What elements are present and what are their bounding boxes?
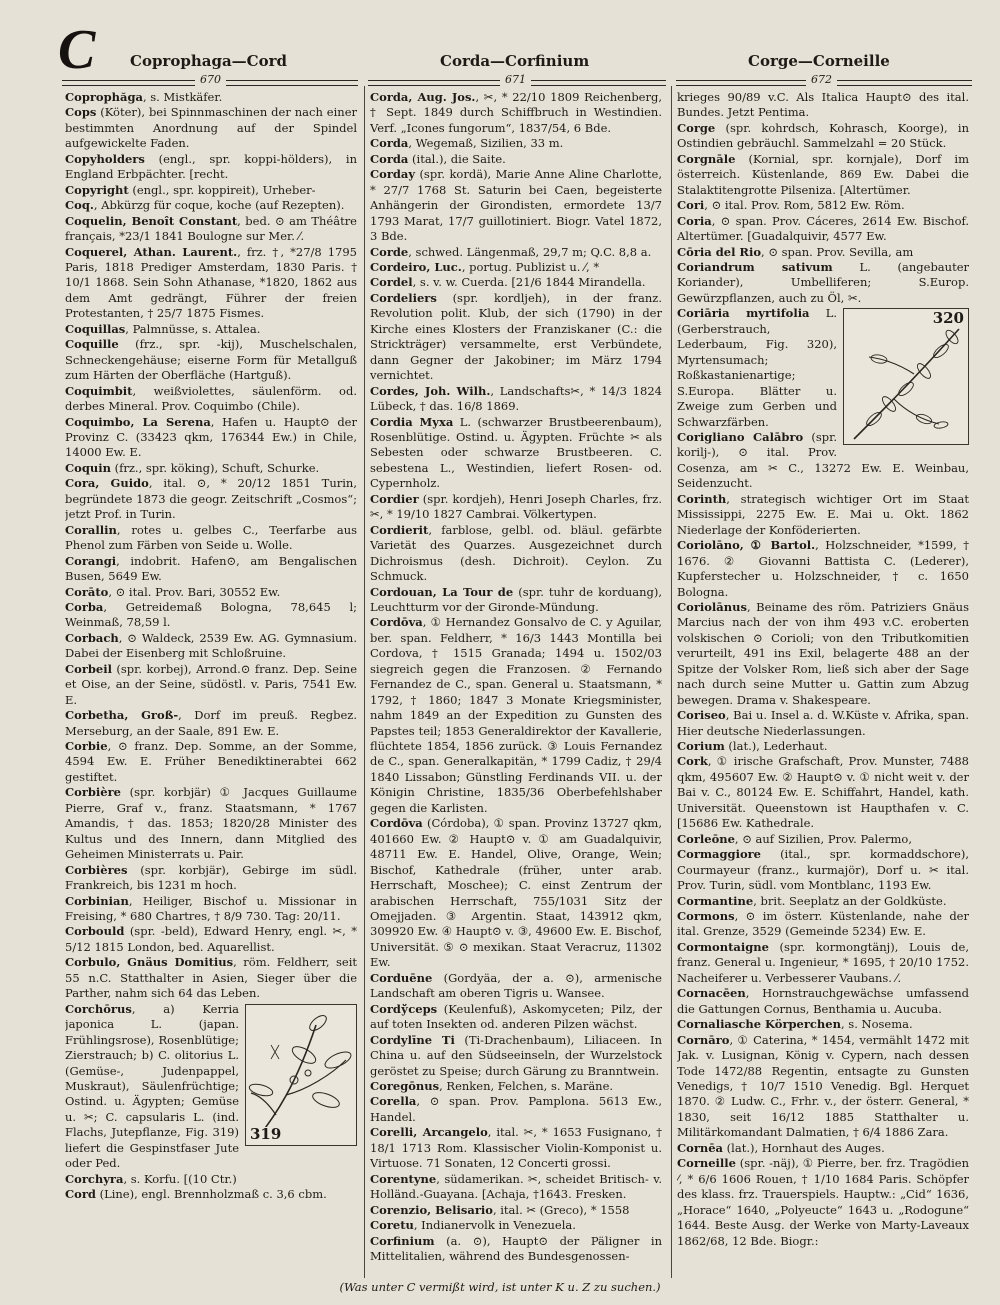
section-letter: C	[58, 19, 96, 81]
entry-text: krieges 90/89 v.C. Als Italica Haupt⊙ des ital. Bundes. Jetzt Pentima.	[677, 90, 969, 120]
entry-headword: Coquimbo, La Serena	[65, 414, 211, 429]
dictionary-entry	[65, 585, 357, 600]
entry-headword: Cops	[65, 105, 97, 120]
entry-headword: Cormons	[677, 909, 735, 924]
entry-text: (Córdoba), ① span. Provinz 13727 qkm, 401660 Ew. ② Haupt⊙ v. ① am Guadalquivir, 48711 Ew. E. Handel, Olive, Orange, Wein; Bischof, Kathedrale (früher, unter arab. Herrschaft, Moschee); C. einst Zentrum der arabischen Herrschaft, 755/1031 Sitz der Omejjaden. ③ Argentin. Staat, 143912 qkm, 309920 Ew. ④ Haupt⊙ v. ③, 49600 Ew. E. Bischof, Universität. ⑤ ⊙ mexikan. Staat Veracruz, 11302 Ew.	[370, 816, 662, 970]
dictionary-entry	[370, 1079, 662, 1094]
dictionary-entry	[370, 245, 662, 260]
entry-text: , s. Mistkäfer.	[142, 90, 223, 104]
column-3	[677, 90, 969, 1280]
entry-headword: Cordia Myxa	[370, 414, 454, 429]
entry-text: (frz., spr. -kij), Muschelschalen, Schneckengehäuse; eiserne Form für Metallguß zum Härten der Oberfläche (Hartguß).	[65, 337, 357, 383]
entry-headword: Coriolāno, ① Bartol.	[677, 538, 816, 553]
entry-text: (spr. korbej), Arrond.⊙ franz. Dep. Seine et Oise, an der Seine, südöstl. v. Paris, 7541 Ew. E.	[65, 661, 357, 707]
entry-headword: Corleōne	[677, 831, 735, 846]
entry-text: (spr. -beld), Edward Henry, engl. ✂, * 5/12 1815 London, bed. Aquarellist.	[65, 924, 357, 954]
dictionary-entry	[370, 90, 662, 136]
entry-headword: Cormantine	[677, 893, 754, 908]
page-number-1: 670	[195, 73, 226, 86]
entry-text: , s. v. w. Cuerda. [21/6 1844 Mirandella.	[412, 275, 646, 290]
entry-text: (ital., spr. kormaddschore), Courmayeur (franz., kurmajör), Dorf u. ✂ ital. Prov. Turin, südl. vom Montblanc, 1193 Ew.	[677, 847, 969, 893]
column-2	[370, 90, 662, 1280]
entry-text: L. (schwarzer Brustbeerenbaum), Rosenblütige. Ostind. u. Ägypten. Früchte ✂ als Sebesten oder schwarze Brustbeeren. C. sebestena L., Westindien, liefert Rosen- od. Cypernholz.	[370, 414, 662, 491]
entry-text: (spr. kordjeh), Henri Joseph Charles, frz. ✂, * 19/10 1827 Cambrai. Völkertypen.	[370, 491, 662, 522]
entry-headword: Coquille	[65, 337, 119, 352]
dictionary-entry	[65, 384, 357, 415]
entry-text: , ✂, * 22/10 1809 Reichenberg, † Sept. 1849 durch Schiffbruch in Westindien. Verf. „Icones fungorum“, 1837/54, 6 Bde.	[370, 90, 662, 135]
entry-text: , ⊙ Waldeck, 2539 Ew. AG. Gymnasium. Dabei der Eisenberg mit Schloßruine.	[65, 630, 357, 661]
entry-text: (Ti-Drachenbaum), Liliaceen. In China u. auf den Südseeinseln, der Wurzelstock geröstet zu Speise; durch Gärung zu Branntwein.	[370, 1032, 662, 1078]
entry-headword: Corba	[65, 599, 104, 614]
entry-headword: Corbières	[65, 862, 128, 877]
entry-headword: Cornāro	[677, 1032, 730, 1047]
dictionary-entry	[677, 986, 969, 1017]
dictionary-entry	[370, 136, 662, 151]
dictionary-entry	[677, 198, 969, 213]
entry-headword: Cordier	[370, 491, 419, 506]
entry-headword: Coq.	[65, 198, 94, 213]
entry-text: (spr. kordä), Marie Anne Aline Charlotte, * 27/7 1768 St. Saturin bei Caen, begeisterte Anhängerin der Girondisten, ermordete 13/7 1793 Marat, 17/7 guillotiniert. Biogr. Vatel 1872, 3 Bde.	[370, 167, 662, 244]
dictionary-entry	[370, 1234, 662, 1265]
dictionary-entry	[65, 708, 357, 739]
entry-headword: Cordōva	[370, 615, 423, 630]
entry-text: , Landschafts✂, * 14/3 1824 Lübeck, † das. 16/8 1869.	[370, 383, 662, 414]
entry-headword: Cora, Guido	[65, 476, 149, 491]
entry-headword: Coretu	[370, 1218, 414, 1233]
entry-text: (engl., spr. koppireit), Urheber-	[128, 182, 316, 197]
dictionary-entry	[370, 275, 662, 290]
entry-headword: Copyholders	[65, 151, 145, 166]
entry-text: , brit. Seeplatz an der Goldküste.	[753, 893, 947, 908]
dictionary-entry	[65, 554, 357, 585]
entry-text: (frz., spr. köking), Schuft, Schurke.	[110, 460, 320, 475]
dictionary-entry	[677, 90, 969, 121]
entry-headword: Corfinium	[370, 1233, 435, 1248]
dictionary-entry	[677, 1156, 969, 1249]
figure-319-corchorus	[245, 1004, 357, 1146]
entry-text: , indobrit. Hafen⊙, am Bengalischen Busen, 5649 Ew.	[65, 553, 357, 584]
entry-headword: Corduēne	[370, 970, 433, 985]
dictionary-entry	[677, 492, 969, 538]
dictionary-entry	[677, 1141, 969, 1156]
entry-text: , ① irische Grafschaft, Prov. Munster, 7488 qkm, 495607 Ew. ② Haupt⊙ v. ① nicht weit v. der Bai v. C., 80124 Ew. E. Schiffahrt, Handel, kath. Universität. Queenstown ist Haupthafen v. C. [15686 Ew. Kathedrale.	[677, 754, 969, 831]
entry-headword: Coriandrum sativum	[677, 259, 833, 274]
dictionary-entry	[65, 523, 357, 554]
entry-text: , ⊙ franz. Dep. Somme, an der Somme, 4594 Ew. E. Früher Benediktinerabtei 662 gestiftet.	[65, 739, 357, 784]
dictionary-entry	[677, 1017, 969, 1032]
entry-headword: Corda, Aug. Jos.	[370, 90, 476, 104]
entry-text: , Heiliger, Bischof u. Missionar in Freising, * 680 Chartres, † 8/9 730. Tag: 20/11.	[65, 893, 357, 924]
page-number-2: 671	[500, 73, 531, 86]
entry-text: , portug. Publizist u. ⁄, *	[461, 259, 600, 274]
dictionary-entry	[370, 1172, 662, 1203]
dictionary-entry	[65, 198, 357, 213]
entry-headword: Corneille	[677, 1156, 736, 1171]
dictionary-entry	[677, 260, 969, 306]
entry-text: , a) Kerria japonica L. (japan. Frühlingsrose), Rosenblütige; Zierstrauch; b) C. olitorius L. (Gemüse-, Judenpappel, Muskraut), Säulenfrüchtige; Ostind. u. Ägypten; Gemüse u. ✂; C. capsularis L. (ind. Flachs, Jutepflanze, Fig. 319) liefert die Gespinstfaser Jute oder Ped.	[65, 1001, 239, 1171]
dictionary-entry	[370, 415, 662, 492]
entry-text: , frz. †, *27/8 1795 Paris, 1818 Prediger Amsterdam, 1830 Paris. † 10/1 1868. Sein Sohn Athanase, *1820, 1862 aus dem Amt gedrängt, Führer der freien Protestanten, † 25/7 1875 Fismes.	[65, 244, 357, 321]
entry-text: (spr. korbjär) ① Jacques Guillaume Pierre, Graf v., franz. Staatsmann, * 1767 Amandis, † das. 1853; 1820/28 Minister des Kultus und des Innern, dann Mitglied des Geheimen Ministerrats u. Pair.	[65, 785, 357, 862]
entry-text: (spr. korbjär), Gebirge im südl. Frankreich, bis 1231 m hoch.	[65, 862, 357, 893]
dictionary-entry	[677, 1033, 969, 1141]
entry-headword: Corgnāle	[677, 151, 736, 166]
dictionary-entry	[65, 1172, 357, 1187]
entry-headword: Cornaliasche Körperchen	[677, 1017, 841, 1032]
entry-text: (lat.), Hornhaut des Auges.	[723, 1140, 885, 1155]
dictionary-entry	[677, 121, 969, 152]
entry-headword: Corday	[370, 167, 416, 182]
dictionary-entry	[65, 739, 357, 785]
column-header-1: Coprophaga—Cord	[130, 52, 287, 70]
dictionary-entry	[677, 739, 969, 754]
dictionary-entry	[370, 523, 662, 585]
entry-headword: Cordeliers	[370, 290, 437, 305]
entry-headword: Cordouan, La Tour de	[370, 584, 514, 599]
figure-319-number: 319	[250, 1125, 282, 1144]
entry-headword: Corallin	[65, 522, 117, 537]
entry-headword: Corbetha, Groß-	[65, 708, 179, 723]
entry-text: (ital.), die Saite.	[408, 151, 506, 166]
dictionary-entry	[677, 214, 969, 245]
entry-headword: Coquerel, Athan. Laurent.	[65, 244, 238, 259]
column-header-2: Corda—Corfinium	[440, 52, 590, 70]
entry-headword: Corium	[677, 739, 725, 754]
entry-headword: Cormontaigne	[677, 939, 769, 954]
figure-320-number: 320	[932, 309, 964, 328]
entry-text: (a. ⊙), Haupt⊙ der Päligner in Mittelitalien, während des Bundesgenossen-	[370, 1233, 662, 1263]
entry-headword: Coria	[677, 213, 712, 228]
dictionary-entry	[370, 260, 662, 275]
dictionary-entry	[370, 1125, 662, 1171]
entry-text: , ⊙ span. Prov. Sevilla, am	[761, 244, 914, 259]
entry-text: , Holzschneider, *1599, † 1676. ② Giovanni Battista C. (Lederer), Kupferstecher u. Holzschneider, † c. 1650 Bologna.	[677, 538, 969, 599]
entry-headword: Corinth	[677, 491, 727, 506]
dictionary-entry	[677, 538, 969, 600]
figure-320-coriaria	[843, 308, 969, 445]
entry-text: , rotes u. gelbes C., Teerfarbe aus Phenol zum Färben von Seide u. Wolle.	[65, 522, 357, 553]
column-divider-2	[671, 86, 672, 1278]
entry-text: , Wegemaß, Sizilien, 33 m.	[408, 136, 564, 151]
dictionary-entry	[370, 384, 662, 415]
dictionary-entry	[677, 940, 969, 986]
dictionary-entry	[65, 461, 357, 476]
entry-text: (spr. tuhr de korduang), Leuchtturm vor der Gironde-Mündung.	[370, 584, 662, 614]
dictionary-entry	[370, 492, 662, 523]
page-footer-note: (Was unter C vermißt wird, ist unter K u. Z zu suchen.)	[339, 1280, 661, 1294]
entry-text: , ⊙ span. Prov. Cáceres, 2614 Ew. Bischof. Altertümer. [Guadalquivir, 4577 Ew.	[677, 213, 969, 244]
entry-text: , ⊙ ital. Prov. Rom, 5812 Ew. Röm.	[704, 198, 905, 213]
corchorus-plant-illustration	[246, 1005, 356, 1145]
entry-headword: Cordylīne Ti	[370, 1032, 455, 1047]
dictionary-entry	[65, 924, 357, 955]
dictionary-entry	[65, 337, 357, 383]
entry-headword: Cornacēen	[677, 986, 746, 1001]
entry-text: (spr. kormongtänj), Louis de, franz. General u. Ingenieur, * 1695, † 20/10 1752. Nacheiferer u. Verbesserer Vaubans. ⁄.	[677, 939, 969, 985]
entry-headword: Cornēa	[677, 1140, 724, 1155]
dictionary-entry	[370, 1002, 662, 1033]
dictionary-entry	[370, 167, 662, 244]
dictionary-entry	[65, 894, 357, 925]
entry-headword: Corāto	[65, 584, 109, 599]
entry-headword: Corchōrus	[65, 1001, 132, 1016]
dictionary-entry	[65, 152, 357, 183]
dictionary-entry	[370, 1203, 662, 1218]
entry-text: (Gordyäa, der a. ⊙), armenische Landschaft am oberen Tigris u. Wansee.	[370, 970, 662, 1001]
coriaria-branch-illustration	[844, 309, 968, 444]
dictionary-entry	[677, 909, 969, 940]
dictionary-entry	[370, 1218, 662, 1233]
entry-text: L. (angebauter Koriander), Umbelliferen; S.Europ. Gewürzpflanzen, auch zu Öl, ✂.	[677, 259, 969, 305]
entry-text: , Renken, Felchen, s. Maräne.	[439, 1079, 614, 1093]
dictionary-entry	[65, 476, 357, 522]
entry-headword: Cordўceps	[370, 1001, 438, 1016]
dictionary-entry	[65, 322, 357, 337]
dictionary-entry	[65, 183, 357, 198]
entry-headword: Copyright	[65, 182, 129, 197]
entry-headword: Cordōva	[370, 816, 423, 831]
entry-headword: Corelli, Arcangelo	[370, 1125, 488, 1140]
dictionary-entry	[677, 754, 969, 831]
dictionary-entry	[370, 816, 662, 971]
entry-text: , Hafen u. Haupt⊙ der Provinz C. (33423 qkm, 176344 Ew.) in Chile, 14000 Ew. E.	[65, 414, 357, 460]
dictionary-entry	[370, 585, 662, 616]
entry-text: , ⊙ ital. Prov. Bari, 30552 Ew.	[108, 584, 281, 599]
entry-text: , ⊙ auf Sizilien, Prov. Palermo,	[734, 831, 913, 846]
dictionary-entry	[65, 1002, 357, 1172]
entry-headword: Cordeiro, Luc.	[370, 259, 462, 274]
dictionary-entry	[677, 306, 969, 430]
dictionary-entry	[65, 785, 357, 862]
dictionary-entry	[65, 245, 357, 322]
entry-text: , ⊙ im österr. Küstenlande, nahe der ital. Grenze, 3529 (Gemeinde 5234) Ew. E.	[677, 909, 969, 939]
entry-headword: Cordel	[370, 275, 413, 290]
entry-headword: Coriseo	[677, 708, 726, 723]
entry-text: , Beiname des röm. Patriziers Gnäus Marcius nach der von ihm 493 v.C. eroberten volskischen ⊙ Corioli; von den Tributkomitien verurteilt, 491 ins Exil, belagerte 488 an der Spitze der Volsker Rom, ließ sich aber der Sage nach durch seine Mutter u. Gattin zum Abzug bewegen. Drama v. Shakespeare.	[677, 599, 969, 707]
dictionary-entry	[677, 832, 969, 847]
entry-text: , ital. ✂, * 1653 Fusignano, † 18/1 1713 Rom. Klassischer Violin-Komponist u. Virtuose. 71 Sonaten, 12 Concerti grossi.	[370, 1125, 662, 1171]
entry-headword: Corbière	[65, 785, 121, 800]
entry-headword: Coquillas	[65, 321, 126, 336]
entry-text: , Abkürzg für coque, koche (auf Rezepten).	[93, 198, 345, 213]
entry-headword: Coquin	[65, 460, 111, 475]
entry-text: , Bai u. Insel a. d. W.Küste v. Afrika, span. Hier deutsche Niederlassungen.	[677, 708, 969, 738]
entry-text: , ① Hernandez Gonsalvo de C. y Aguilar, ber. span. Feldherr, * 16/3 1443 Montilla bei Cordova, † 1515 Granada; 1494 u. 1502/03 siegreich gegen die Franzosen. ② Fernando Fernandez de C., span. General u. Staatsmann, * 1792, † 1860; 1847 3 Monate Kriegsminister, nahm 1849 an der Expedition zu Gunsten des Papstes teil; 1853 Generaldirektor der Kavallerie, flüchtete 1854, 1856 zurück. ③ Louis Fernandez de C., span. Generalkapitän, * 1799 Cadiz, † 29/4 1840 Lissabon; Günstling Ferdinands VII. u. der Königin Christine, 1835/36 Oberbefehlshaber gegen die Karlisten.	[370, 615, 662, 815]
entry-text: (Line), engl. Brennholzmaß c. 3,6 cbm.	[95, 1187, 327, 1202]
entry-headword: Corangi	[65, 553, 117, 568]
entry-text: , Hornstrauchgewächse umfassend die Gattungen Cornus, Benthamia u. Aucuba.	[677, 986, 969, 1016]
entry-text: , ital. ⊙, * 20/12 1851 Turin, begründete 1873 die geogr. Zeitschrift „Cosmos“; jetzt Prof. in Turin.	[65, 476, 357, 522]
dictionary-entry	[65, 1187, 357, 1202]
entry-text: (Kornial, spr. kornjale), Dorf im österreich. Küstenlande, 869 Ew. Dabei die Stalaktitengrotte Pilsenizа. [Altertümer.	[677, 151, 969, 197]
dictionary-entry	[370, 1033, 662, 1079]
entry-headword: Corbie	[65, 739, 108, 754]
entry-headword: Cōria del Rio	[677, 244, 762, 259]
entry-text: (Keulenfuß), Askomyceten; Pilz, der auf toten Insekten od. anderen Pilzen wächst.	[370, 1001, 662, 1032]
entry-text: (spr. korilj-), ⊙ ital. Prov. Cosenza, am ✂ C., 13272 Ew. E. Weinbau, Seidenzucht.	[677, 429, 969, 491]
entry-text: , ⊙ span. Prov. Pamplona. 5613 Ew., Handel.	[370, 1094, 662, 1124]
dictionary-entry	[677, 600, 969, 708]
entry-text: , strategisch wichtiger Ort im Staat Mississippi, 2275 Ew. E. Mai u. Okt. 1862 Niederlage der Konföderierten.	[677, 491, 969, 537]
entry-headword: Coregōnus	[370, 1079, 440, 1093]
entry-headword: Corbinian	[65, 893, 129, 908]
dictionary-entry	[677, 847, 969, 893]
dictionary-entry	[65, 955, 357, 1001]
entry-text: , Indianervolk in Venezuela.	[413, 1218, 576, 1233]
entry-text: , ital. ✂ (Greco), * 1558	[492, 1202, 630, 1217]
entry-text: , Getreidemaß Bologna, 78,645 l; Weinmaß, 78,59 l.	[65, 599, 357, 630]
entry-text: (spr. -näj), ① Pierre, ber. frz. Tragödien ⁄, * 6/6 1606 Rouen, † 1/10 1684 Paris. Schöpfer des klass. frz. Trauerspiels. Hauptw.: „Cid“ 1636, „Horace“ 1640, „Polyeucte“ 1643 u. „Rodogune“ 1644. Beste Ausg. der Werke von Marty-Laveaux 1862/68, 12 Bde. Biogr.:	[677, 1156, 969, 1248]
entry-text: , ① Caterina, * 1454, vermählt 1472 mit Jak. v. Lusignan, König v. Cypern, nach dessen Tode 1472/88 Regentin, entsagte zu Gunsten Venedigs, † 10/7 1510 Venedig. Bgl. Herquet 1870. ② Ludw. C., Frhr. v., der österr. General, * 1830, seit 16/12 1885 Statthalter u. Militärkomandant Dalmatien, † 6/4 1886 Zara.	[677, 1032, 969, 1140]
entry-headword: Cork	[677, 754, 708, 769]
dictionary-entry	[370, 1094, 662, 1125]
dictionary-entry	[65, 415, 357, 461]
entry-headword: Corda	[370, 136, 409, 151]
entry-text: , südamerikan. ✂, scheidet Britisch- v. Holländ.-Guayana. [Achaja, †1643. Fresken.	[370, 1171, 662, 1202]
entry-headword: Cordes, Joh. Wilh.	[370, 383, 491, 398]
entry-headword: Coquelin, Benoît Constant	[65, 213, 238, 228]
entry-text: , Palmnüsse, s. Attalea.	[125, 321, 261, 336]
entry-text: , s. Korfu. [(10 Ctr.)	[123, 1171, 237, 1186]
entry-text: (spr. kordljeh), in der franz. Revolution polit. Klub, der sich (1790) in der Kirche eines Klosters der Franziskaner (C.: die Strickträger) versammelte, erst Verbündete, dann Gegner der Jakobiner; im März 1794 vernichtet.	[370, 290, 662, 383]
entry-headword: Corbach	[65, 630, 119, 645]
entry-text: , farblose, gelbl. od. bläul. gefärbte Varietät des Quarzes. Ausgezeichnet durch Dichroismus (desh. Dichroit). Ceylon. Zu Schmuck.	[370, 522, 662, 584]
dictionary-entry	[370, 152, 662, 167]
entry-headword: Cori	[677, 198, 705, 213]
dictionary-entry	[677, 245, 969, 260]
entry-text: , Dorf im preuß. Regbez. Merseburg, an der Saale, 891 Ew. E.	[65, 708, 357, 738]
entry-headword: Coprophăga	[65, 90, 143, 104]
page-number-3: 672	[806, 73, 837, 86]
entry-text: , röm. Feldherr, seit 55 n.C. Statthalter in Asien, Sieger über die Parther, nahm sich 64 das Leben.	[65, 955, 357, 1001]
entry-headword: Corchyra	[65, 1171, 124, 1186]
dictionary-entry	[65, 631, 357, 662]
entry-headword: Cord	[65, 1187, 96, 1202]
entry-headword: Corigliano Calābro	[677, 429, 804, 444]
dictionary-entry	[65, 214, 357, 245]
entry-text: (Köter), bei Spinnmaschinen der nach einer bestimmten Anordnung auf der Spindel aufgewickelte Faden.	[65, 105, 357, 151]
dictionary-entry	[370, 971, 662, 1002]
entry-headword: Corde	[370, 244, 409, 259]
entry-text: , bed. ⊙ am Théâtre français, *23/1 1841 Boulogne sur Mer. ⁄.	[65, 213, 357, 244]
dictionary-entry	[370, 291, 662, 384]
entry-headword: Coquimbit	[65, 383, 133, 398]
entry-text: (engl., spr. koppi-hölders), in England Erbpächter. [recht.	[65, 151, 357, 182]
column-1	[65, 90, 357, 1280]
entry-text: (spr. kohrdsch, Kohrasch, Koorge), in Ostindien gebräuchl. Sammelzahl = 20 Stück.	[677, 120, 969, 151]
entry-text: (lat.), Lederhaut.	[724, 739, 828, 754]
dictionary-entry	[677, 708, 969, 739]
column-header-3: Corge—Corneille	[748, 52, 890, 70]
entry-headword: Corenzio, Belisario	[370, 1202, 493, 1217]
dictionary-entry	[65, 600, 357, 631]
entry-headword: Corbulo, Gnäus Domitius	[65, 955, 234, 970]
entry-text: , weißviolettes, säulenförm. od. derbes Mineral. Prov. Coquimbo (Chile).	[65, 383, 357, 414]
entry-headword: Corge	[677, 120, 716, 135]
entry-headword: Corbeil	[65, 661, 112, 676]
entry-headword: Corbould	[65, 924, 125, 939]
entry-headword: Coriolānus	[677, 599, 747, 614]
dictionary-entry	[677, 894, 969, 909]
dictionary-entry	[65, 662, 357, 708]
dictionary-entry	[65, 105, 357, 151]
dictionary-entry	[677, 152, 969, 198]
dictionary-entry	[370, 615, 662, 816]
entry-headword: Cordierit	[370, 522, 429, 537]
dictionary-entry	[65, 863, 357, 894]
entry-headword: Corda	[370, 151, 409, 166]
entry-headword: Corella	[370, 1094, 417, 1109]
entry-text: , schwed. Längenmaß, 29,7 m; Q.C. 8,8 a.	[408, 244, 652, 259]
entry-text: , s. Nosema.	[840, 1017, 913, 1032]
dictionary-entry	[65, 90, 357, 105]
entry-headword: Corentyne	[370, 1171, 437, 1186]
entry-headword: Coriāria myrtifolia	[677, 306, 810, 321]
column-divider-1	[364, 86, 365, 1278]
entry-text: L. (Gerberstrauch, Lederbaum, Fig. 320), Myrtensumach; Roßkastanienartige; S.Europa. Blätter u. Zweige zum Gerben und Schwarzfärben.	[677, 306, 837, 429]
entry-headword: Cormaggiore	[677, 847, 761, 862]
